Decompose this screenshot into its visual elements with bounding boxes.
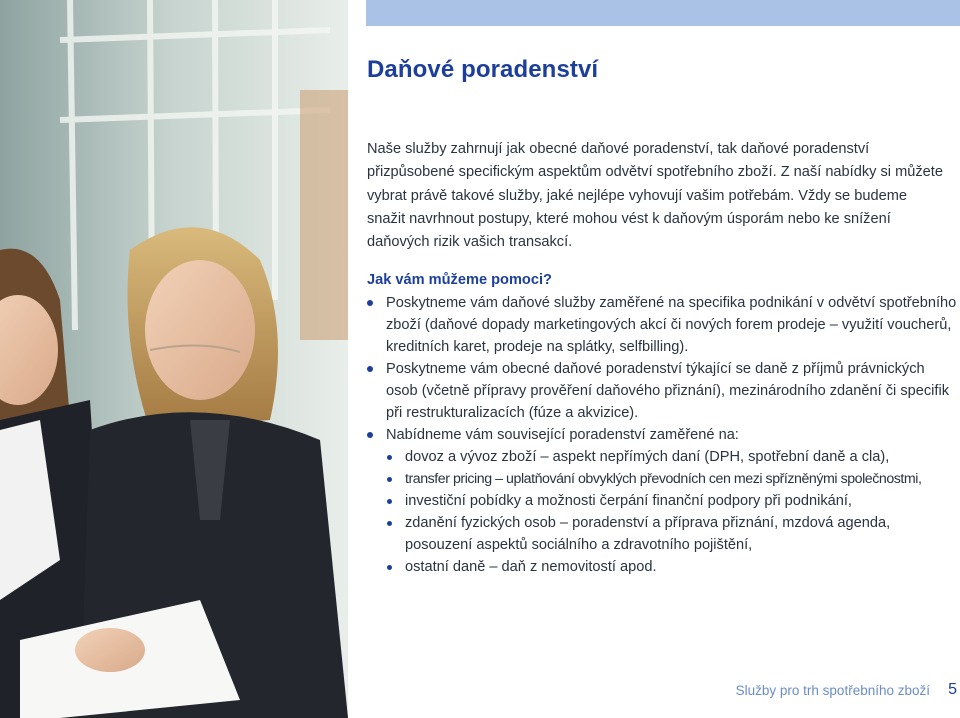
services-sublist	[386, 446, 957, 578]
sublist-item-text: zdanění fyzických osob – poradenství a příprava přiznání, mzdová agenda, posouzení aspektů sociálního a zdravotního pojištění,	[405, 515, 891, 553]
bullet-icon	[367, 432, 373, 438]
page-number: 5	[948, 681, 957, 698]
bullet-icon	[387, 455, 392, 460]
top-accent-bar	[366, 0, 960, 26]
bullet-icon	[367, 366, 373, 372]
photo-illustration	[0, 0, 348, 718]
bullet-icon	[387, 565, 392, 570]
photo-businesswomen	[0, 0, 348, 718]
bullet-icon	[367, 300, 373, 306]
page-title: Daňové poradenství	[367, 56, 599, 83]
sublist-item	[386, 468, 957, 490]
list-item-text: Poskytneme vám obecné daňové poradenství týkající se daně z příjmů právnických osob (včetně přípravy prověření daňového přiznání), mezinárodního zdanění či specifik při restrukturalizacích (fúze a akvizice).	[386, 361, 949, 421]
sublist-item	[386, 446, 957, 468]
services-list	[367, 292, 957, 578]
bullet-icon	[387, 499, 392, 504]
bullet-icon	[387, 477, 392, 482]
list-item-text: Nabídneme vám související poradenství zaměřené na:	[386, 427, 739, 443]
list-item	[367, 424, 957, 578]
list-item	[367, 358, 957, 424]
sublist-item-text: dovoz a vývoz zboží – aspekt nepřímých daní (DPH, spotřební daně a cla),	[405, 449, 890, 465]
sublist-item-text: investiční pobídky a možnosti čerpání finanční podpory při podnikání,	[405, 493, 852, 509]
sublist-item	[386, 512, 957, 556]
footer-text: Služby pro trh spotřebního zboží	[735, 683, 930, 698]
sublist-item-text: ostatní daně – daň z nemovitostí apod.	[405, 559, 657, 575]
bullet-icon	[387, 521, 392, 526]
section-heading: Jak vám můžeme pomoci?	[367, 272, 552, 288]
list-item	[367, 292, 957, 358]
list-item-text: Poskytneme vám daňové služby zaměřené na specifika podnikání v odvětví spotřebního zboží (daňové dopady marketingových akcí či nových forem prodeje – využití voucherů, kreditních karet, prodeje na splátky, selfbilling).	[386, 295, 957, 355]
sublist-item	[386, 556, 957, 578]
sublist-item	[386, 490, 957, 512]
sublist-item-text: transfer pricing – uplatňování obvyklých převodních cen mezi spřízněnými společnostmi,	[405, 471, 922, 487]
intro-paragraph: Naše služby zahrnují jak obecné daňové poradenství, tak daňové poradenství přizpůsobené specifickým aspektům odvětví spotřebního zboží. Z naší nabídky si můžete vybrat právě takové služby, jaké nejlépe vyhovují vašim potřebám. Vždy se budeme snažit navrhnout postupy, které mohou vést k daňovým úsporám nebo ke snížení daňových rizik vašich transakcí.	[367, 141, 943, 251]
